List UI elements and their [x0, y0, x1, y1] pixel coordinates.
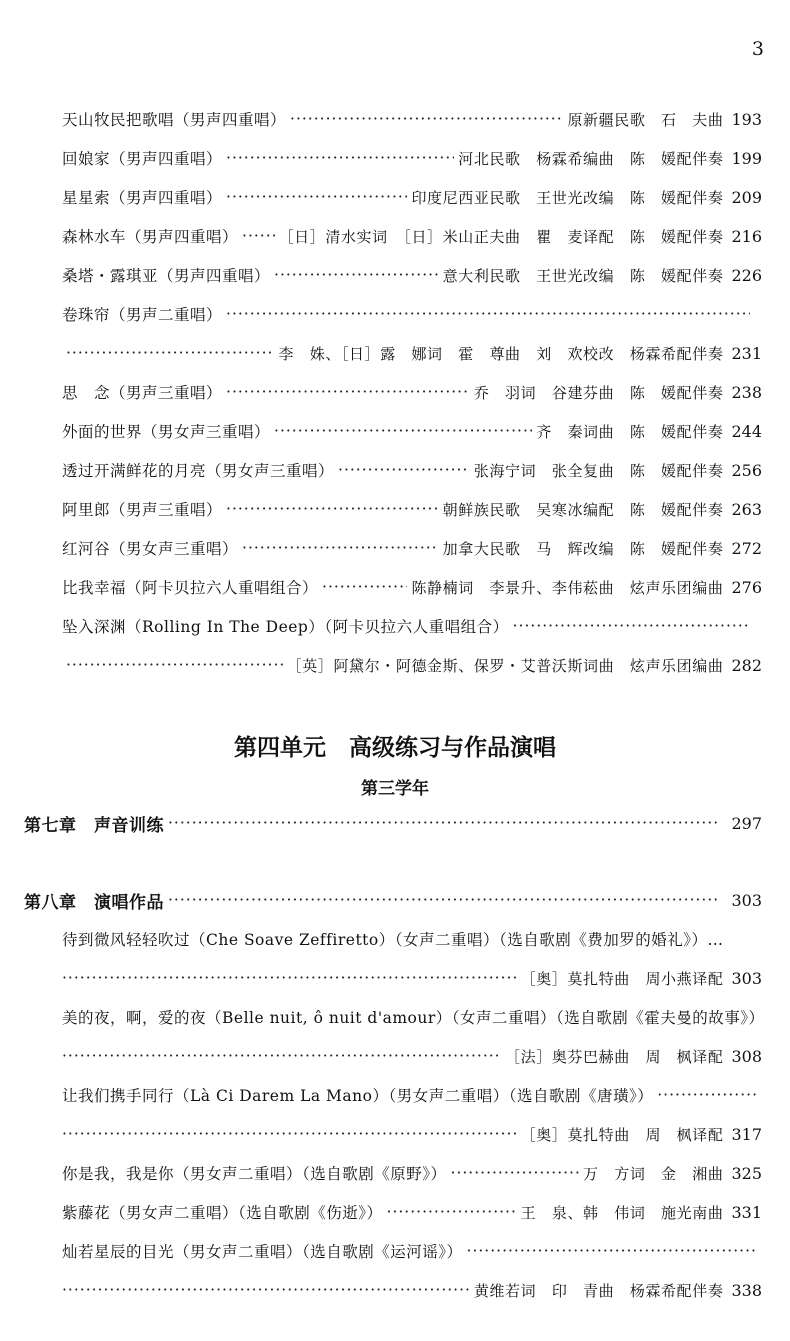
dot-leader: [168, 891, 719, 909]
toc-entry-page: 226: [731, 265, 762, 285]
dot-leader: [451, 1164, 580, 1182]
toc-entry-title: 待到微风轻轻吹过（Che Soave Zeffiretto）（女声二重唱）（选自歌剧《费加罗的婚礼》）…: [62, 931, 724, 949]
dot-leader: [290, 110, 563, 128]
dot-leader: [62, 969, 517, 987]
toc-entry[interactable]: [62, 611, 762, 641]
toc-entry-credit: 齐 秦词曲 陈 媛配伴奏: [536, 422, 724, 441]
toc-entry-credit: 李 姝、［日］露 娜词 霍 尊曲 刘 欢校改 杨霖希配伴奏: [278, 344, 724, 363]
toc-entry-credit: ［法］奥芬巴赫曲 周 枫译配: [505, 1047, 724, 1066]
dot-leader: [62, 1047, 501, 1065]
page-number: 3: [751, 38, 764, 60]
toc-entry-title: 星星索（男声四重唱）: [62, 189, 223, 207]
toc-entry[interactable]: [62, 260, 762, 290]
dot-leader: [274, 422, 532, 440]
toc-entry-credit: 加拿大民歌 马 辉改编 陈 媛配伴奏: [442, 539, 724, 558]
dot-leader: [226, 305, 750, 323]
dot-leader: [226, 188, 407, 206]
toc-entry-title: 森林水车（男声四重唱）: [62, 228, 239, 246]
dot-leader: [467, 1242, 758, 1260]
toc-entry-page: 331: [731, 1202, 762, 1222]
chapter-entry[interactable]: [24, 885, 762, 915]
unit-heading: 第四单元 高级练习与作品演唱: [234, 735, 556, 761]
toc-entry-credit: 张海宁词 张全复曲 陈 媛配伴奏: [473, 461, 724, 480]
dot-leader: [274, 266, 439, 284]
toc-entry-title: 卷珠帘（男声二重唱）: [62, 306, 223, 324]
toc-entry[interactable]: [62, 1041, 762, 1071]
chapter-title: 第七章 声音训练: [24, 815, 164, 836]
toc-entry-title: 你是我，我是你（男女声二重唱）（选自歌剧《原野》）: [62, 1165, 447, 1183]
toc-entry-title: 紫藤花（男女声二重唱）（选自歌剧《伤逝》）: [62, 1204, 383, 1222]
toc-entry[interactable]: [62, 143, 762, 173]
toc-entry-title: 美的夜，啊，爱的夜（Belle nuit, ô nuit d'amour）（女声二重唱）（选自歌剧《霍夫曼的故事》）: [62, 1009, 765, 1027]
toc-entry-title: 阿里郎（男声三重唱）: [62, 501, 223, 519]
toc-entry-page: 276: [731, 577, 762, 597]
dot-leader: [242, 227, 275, 245]
toc-entry-credit: 原新疆民歌 石 夫曲: [567, 110, 724, 129]
toc-entry-credit: ［奥］莫扎特曲 周小燕译配: [520, 969, 724, 988]
toc-entry-credit: 印度尼西亚民歌 王世光改编 陈 媛配伴奏: [411, 188, 724, 207]
dot-leader: [338, 461, 470, 479]
toc-entry-page: 282: [731, 655, 762, 675]
toc-entry[interactable]: [62, 416, 762, 446]
dot-leader: [62, 1281, 470, 1299]
toc-entry-title: 红河谷（男女声三重唱）: [62, 540, 239, 558]
toc-entry-credit: 河北民歌 杨霖希编曲 陈 媛配伴奏: [458, 149, 724, 168]
dot-leader: [62, 1125, 517, 1143]
toc-entry[interactable]: [62, 650, 762, 680]
toc-entry-page: 231: [731, 343, 762, 363]
toc-entry-credit: 意大利民歌 王世光改编 陈 媛配伴奏: [442, 266, 724, 285]
toc-entry[interactable]: [62, 1080, 762, 1110]
dot-leader: [226, 149, 454, 167]
toc-entry-page: 199: [731, 148, 762, 168]
toc-entry-page: 272: [731, 538, 762, 558]
toc-entry[interactable]: [62, 1275, 762, 1305]
toc-entry-page: 193: [731, 109, 762, 129]
toc-entry-credit: ［英］阿黛尔・阿德金斯、保罗・艾普沃斯词曲 炫声乐团编曲: [286, 656, 724, 675]
unit-subheading: 第三学年: [361, 779, 429, 799]
toc-entry[interactable]: [62, 533, 762, 563]
toc-entry-title: 透过开满鲜花的月亮（男女声三重唱）: [62, 462, 335, 480]
toc-entry-credit: 朝鲜族民歌 吴寒冰编配 陈 媛配伴奏: [442, 500, 724, 519]
dot-leader: [513, 617, 750, 635]
toc-entry-page: 325: [731, 1163, 762, 1183]
toc-entry-page: 303: [731, 968, 762, 988]
toc-entry-title: 外面的世界（男女声三重唱）: [62, 423, 271, 441]
toc-entry-credit: 陈静楠词 李景升、李伟菘曲 炫声乐团编曲: [411, 578, 724, 597]
toc-entry[interactable]: [62, 963, 762, 993]
toc-entry-page: 263: [731, 499, 762, 519]
toc-entry-title: 回娘家（男声四重唱）: [62, 150, 223, 168]
toc-entry-credit: ［奥］莫扎特曲 周 枫译配: [520, 1125, 724, 1144]
dot-leader: [657, 1086, 758, 1104]
toc-entry[interactable]: [62, 1236, 762, 1266]
toc-entry-title: 灿若星辰的目光（男女声二重唱）（选自歌剧《运河谣》）: [62, 1243, 463, 1261]
dot-leader: [66, 344, 275, 362]
toc-entry[interactable]: [62, 1119, 762, 1149]
toc-entry[interactable]: [62, 338, 762, 368]
toc-entry-credit: 黄维若词 印 青曲 杨霖希配伴奏: [473, 1281, 724, 1300]
dot-leader: [226, 383, 470, 401]
dot-leader: [66, 656, 283, 674]
toc-entry-title: 比我幸福（阿卡贝拉六人重唱组合）: [62, 579, 319, 597]
dot-leader: [226, 500, 439, 518]
toc-entry-page: 256: [731, 460, 762, 480]
dot-leader: [168, 814, 719, 832]
toc-entry-page: 308: [731, 1046, 762, 1066]
toc-entry[interactable]: [62, 924, 762, 954]
toc-entry[interactable]: [62, 221, 762, 251]
toc-entry[interactable]: [62, 1197, 762, 1227]
toc-entry[interactable]: [62, 455, 762, 485]
toc-entry-page: 238: [731, 382, 762, 402]
dot-leader: [322, 578, 407, 596]
toc-entry-title: 思 念（男声三重唱）: [62, 384, 223, 402]
toc-entry-page: 209: [731, 187, 762, 207]
toc-entry-page: 317: [731, 1124, 762, 1144]
toc-entry-title: 让我们携手同行（Là Ci Darem La Mano）（男女声二重唱）（选自歌剧《唐璜》）: [62, 1087, 654, 1105]
toc-entry-page: 244: [731, 421, 762, 441]
chapter-entry[interactable]: [24, 808, 762, 838]
toc-entry-credit: 王 泉、韩 伟词 施光南曲: [520, 1203, 724, 1222]
chapter-page: 297: [731, 813, 762, 833]
toc-entry-credit: 乔 羽词 谷建芬曲 陈 媛配伴奏: [473, 383, 724, 402]
toc-entry-title: 天山牧民把歌唱（男声四重唱）: [62, 111, 287, 129]
toc-entry[interactable]: [62, 572, 762, 602]
toc-entry-title: 坠入深渊（Rolling In The Deep）（阿卡贝拉六人重唱组合）: [62, 618, 509, 636]
toc-entry[interactable]: [62, 104, 762, 134]
dot-leader: [387, 1203, 517, 1221]
dot-leader: [242, 539, 439, 557]
toc-entry[interactable]: [62, 1002, 765, 1032]
toc-entry-credit: ［日］清水实词 ［日］米山正夫曲 瞿 麦译配 陈 媛配伴奏: [278, 227, 724, 246]
toc-entry[interactable]: [62, 182, 762, 212]
toc-entry-title: 桑塔・露琪亚（男声四重唱）: [62, 267, 271, 285]
toc-entry[interactable]: [62, 494, 762, 524]
toc-entry[interactable]: [62, 1158, 762, 1188]
chapter-page: 303: [731, 890, 762, 910]
toc-entry-page: 338: [731, 1280, 762, 1300]
toc-entry[interactable]: [62, 377, 762, 407]
toc-entry[interactable]: [62, 299, 762, 329]
toc-entry-page: 216: [731, 226, 762, 246]
toc-entry-credit: 万 方词 金 湘曲: [583, 1164, 724, 1183]
chapter-title: 第八章 演唱作品: [24, 892, 164, 913]
